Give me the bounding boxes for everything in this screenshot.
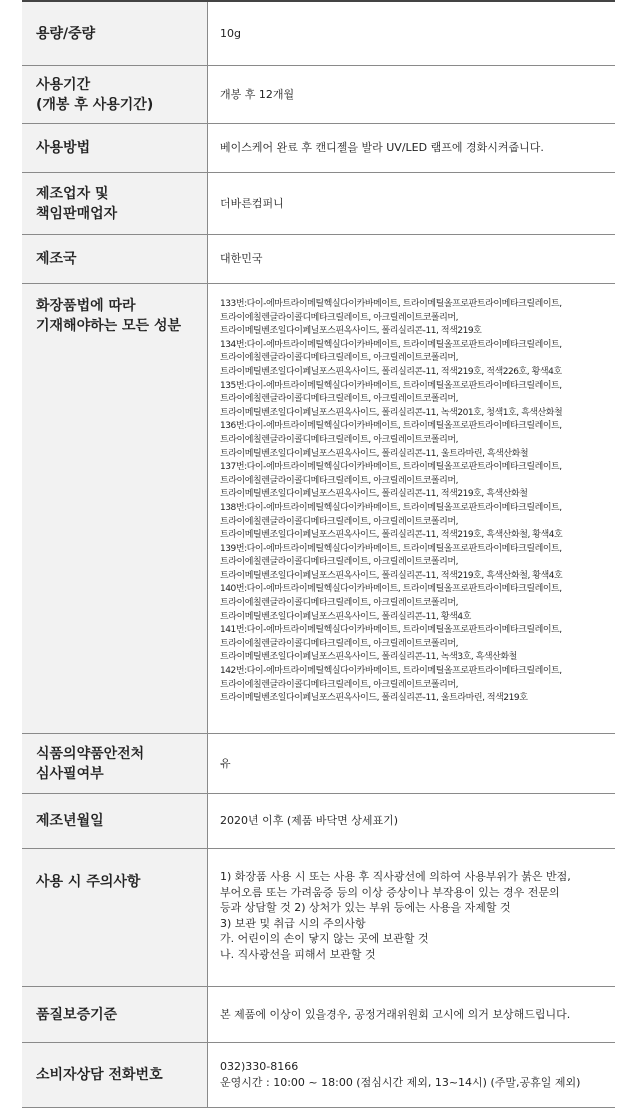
row-usage-method	[22, 124, 615, 173]
label-mfds-approval: 식품의약품안전처 심사필여부	[22, 734, 208, 793]
value-country: 대한민국	[220, 252, 263, 265]
label-usage-period: 사용기간 (개봉 후 사용기간)	[22, 66, 208, 123]
value-capacity: 10g	[220, 26, 241, 40]
label-manufacturer: 제조업자 및 책임판매업자	[22, 173, 208, 234]
value-manufacture-date: 2020년 이후 (제품 바닥면 상세표기)	[220, 814, 399, 827]
row-capacity	[22, 2, 615, 66]
label-consumer-phone: 소비자상담 전화번호	[22, 1043, 208, 1107]
row-quality-standard	[22, 987, 615, 1043]
row-usage-period	[22, 66, 615, 124]
value-manufacturer: 더바른컴퍼니	[220, 196, 284, 210]
row-cautions	[22, 849, 615, 987]
row-country	[22, 235, 615, 284]
row-manufacturer	[22, 173, 615, 235]
label-capacity: 용량/중량	[22, 2, 208, 65]
row-consumer-phone	[22, 1043, 615, 1108]
row-mfds-approval	[22, 734, 615, 794]
value-cautions: 1) 화장품 사용 시 또는 사용 후 직사광선에 의하여 사용부위가 붉은 반점, 부어오름 또는 가려움증 등의 이상 증상이나 부작용이 있는 경우 전문의 등과 상담할 것 2) 상처가 있는 부위 등에는 사용을 자제할 것 3) 보관 및 취급 시의 주의사항 가. 어린이의 손이 닿지 않는 곳에 보관할 것 나. 직사광선을 피해서 보관할 것	[220, 870, 571, 961]
value-usage-period: 개봉 후 12개월	[220, 87, 295, 101]
label-manufacture-date: 제조년월일	[22, 794, 208, 848]
label-cautions: 사용 시 주의사항	[22, 849, 208, 986]
value-usage-method: 베이스케어 완료 후 캔디젤을 발라 UV/LED 램프에 경화시켜줍니다.	[220, 141, 544, 154]
row-manufacture-date	[22, 794, 615, 849]
row-ingredients	[22, 284, 615, 734]
value-quality-standard: 본 제품에 이상이 있을경우, 공정거래위원회 고시에 의거 보상해드립니다.	[220, 1007, 571, 1021]
label-usage-method: 사용방법	[22, 124, 208, 172]
label-country: 제조국	[22, 235, 208, 283]
value-mfds-approval: 유	[220, 756, 231, 770]
value-consumer-phone: 032)330-8166 운영시간 : 10:00 ~ 18:00 (점심시간 제외, 13~14시) (주말,공휴일 제외)	[220, 1060, 581, 1089]
value-ingredients: 133번:다이-에마트라이메틸헥실다이카바메이트, 트라이메틸올프로판트라이메타크릴레이트, 트라이에칠렌글라이콜디메타크릴레이트, 아크릴레이트코폴리머, 트라이메틸벤조일다이페닐포스핀옥사이드, 폴리실리콘-11, 적색219호 134번:다이-에마트라이메틸헥실다이카바메이트, 트라이메틸올프로판트라이메타크릴레이트, 트라이에칠렌글라이콜디메타크릴레이트, 아크릴레이트코폴리머, 트라이메틸벤조일다이페닐포스핀옥사이드, 폴리실리콘-11, 적색219호, 적색226호, 황색4호 135번:다이-에마트라이메틸헥실다이카바메이트, 트라이메틸올프로판트라이메타크릴레이트, 트라이에칠렌글라이콜디메타크릴레이트, 아크릴레이트코폴리머, 트라이메틸벤조일다이페닐포스핀옥사이드, 폴리실리콘-11, 녹색201호, 청색1호, 흑색산화철 136번:다이-에마트라이메틸헥실다이카바메이트, 트라이메틸올프로판트라이메타크릴레이트, 트라이에칠렌글라이콜디메타크릴레이트, 아크릴레이트코폴리머, 트라이메틸벤조일다이페닐포스핀옥사이드, 폴리실리콘-11, 울트라마린, 흑색산화철 137번:다이-에마트라이메틸헥실다이카바메이트, 트라이메틸올프로판트라이메타크릴레이트, 트라이에칠렌글라이콜디메타크릴레이트, 아크릴레이트코폴리머, 트라이메틸벤조일다이페닐포스핀옥사이드, 폴리실리콘-11, 적색219호, 흑색산화철 138번:다이-에마트라이메틸헥실다이카바메이트, 트라이메틸올프로판트라이메타크릴레이트, 트라이에칠렌글라이콜디메타크릴레이트, 아크릴레이트코폴리머, 트라이메틸벤조일다이페닐포스핀옥사이드, 폴리실리콘-11, 적색219호, 흑색산화철, 황색4호 139번:다이-에마트라이메틸헥실다이카바메이트, 트라이메틸올프로판트라이메타크릴레이트, 트라이에칠렌글라이콜디메타크릴레이트, 아크릴레이트코폴리머, 트라이메틸벤조일다이페닐포스핀옥사이드, 폴리실리콘-11, 적색219호, 흑색산화철, 황색4호 140번:다이-에마트라이메틸헥실다이카바메이트, 트라이메틸올프로판트라이메타크릴레이트, 트라이에칠렌글라이콜디메타크릴레이트, 아크릴레이트코폴리머, 트라이메틸벤조일다이페닐포스핀옥사이드, 폴리실리콘-11, 황색4호 141번:다이-에마트라이메틸헥실다이카바메이트, 트라이메틸올프로판트라이메타크릴레이트, 트라이에칠렌글라이콜디메타크릴레이트, 아크릴레이트코폴리머, 트라이메틸벤조일다이페닐포스핀옥사이드, 폴리실리콘-11, 녹색3호, 흑색산화철 142번:다이-에마트라이메틸헥실다이카바메이트, 트라이메틸올프로판트라이메타크릴레이트, 트라이에칠렌글라이콜디메타크릴레이트, 아크릴레이트코폴리머, 트라이메틸벤조일다이페닐포스핀옥사이드, 폴리실리콘-11, 울트라마린, 적색219호	[220, 299, 563, 704]
info-table	[22, 0, 615, 1108]
product-info-table	[22, 0, 615, 1108]
label-ingredients: 화장품법에 따라 기재해야하는 모든 성분	[22, 284, 208, 733]
label-quality-standard: 품질보증기준	[22, 987, 208, 1042]
